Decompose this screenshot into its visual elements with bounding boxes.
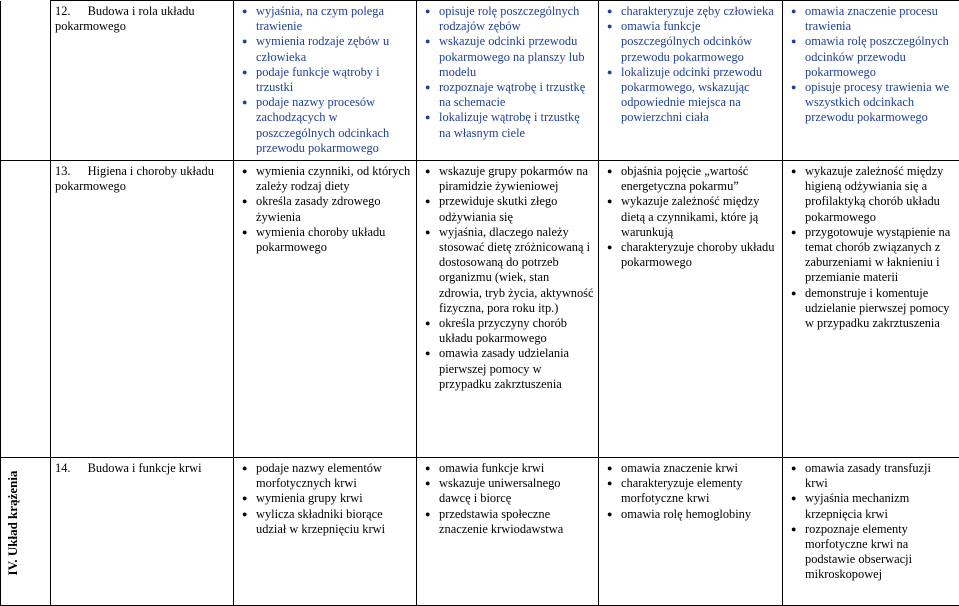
- requirement-item: ● demonstruje i komentuje udzielanie pierwszej pomocy w przypadku zakrztuszenia: [805, 286, 955, 332]
- requirement-item: ● charakteryzuje choroby układu pokarmowego: [621, 240, 778, 270]
- requirements-level-1: [234, 458, 417, 606]
- requirement-item: ● omawia znaczenie krwi: [621, 461, 778, 476]
- requirement-item: ● wykazuje zależność między dietą a czynnikami, które ją warunkują: [621, 194, 778, 240]
- requirement-item: ● charakteryzuje zęby człowieka: [621, 4, 778, 19]
- lesson-number: 12.: [55, 4, 71, 18]
- requirements-level-4: [783, 458, 959, 606]
- requirement-item: ● określa zasady zdrowego żywienia: [256, 194, 412, 224]
- lesson-topic-cell: [51, 1, 234, 161]
- requirement-item: ● podaje funkcje wątroby i trzustki: [256, 65, 412, 95]
- lesson-topic: Higiena i choroby układu pokarmowego: [55, 164, 214, 193]
- requirement-item: ● opisuje procesy trawienia we wszystkich odcinkach przewodu pokarmowego: [805, 80, 955, 126]
- requirement-item: ● wskazuje grupy pokarmów na piramidzie żywieniowej: [439, 164, 594, 194]
- requirement-item: ● wskazuje odcinki przewodu pokarmowego na planszy lub modelu: [439, 34, 594, 80]
- lesson-number: 13.: [55, 164, 71, 178]
- table-row-13: [1, 161, 959, 458]
- requirements-level-2: [417, 161, 599, 458]
- requirement-item: ● rozpoznaje wątrobę i trzustkę na schemacie: [439, 80, 594, 110]
- requirement-item: ● omawia rolę poszczególnych odcinków przewodu pokarmowego: [805, 34, 955, 80]
- requirements-level-3: [599, 161, 783, 458]
- requirements-level-4: [783, 161, 959, 458]
- table-row-12: [1, 1, 959, 161]
- requirement-item: ● omawia funkcje poszczególnych odcinków przewodu pokarmowego: [621, 19, 778, 65]
- lesson-topic-cell: [51, 161, 234, 458]
- requirement-item: ● omawia funkcje krwi: [439, 461, 594, 476]
- requirement-item: ● charakteryzuje elementy morfotyczne krwi: [621, 476, 778, 506]
- requirement-item: ● wymienia grupy krwi: [256, 491, 412, 506]
- requirement-item: ● wymienia czynniki, od których zależy rodzaj diety: [256, 164, 412, 194]
- lesson-number: 14.: [55, 461, 71, 475]
- table-row-14: [1, 458, 959, 606]
- section-cell-empty: [1, 1, 51, 161]
- requirement-item: ● przewiduje skutki złego odżywiania się: [439, 194, 594, 224]
- requirement-item: ● omawia znaczenie procesu trawienia: [805, 4, 955, 34]
- requirement-item: ● omawia rolę hemoglobiny: [621, 507, 778, 522]
- requirement-item: ● podaje nazwy elementów morfotycznych krwi: [256, 461, 412, 491]
- requirement-item: ● opisuje rolę poszczególnych rodzajów zębów: [439, 4, 594, 34]
- requirement-item: ● wyjaśnia mechanizm krzepnięcia krwi: [805, 491, 955, 521]
- requirement-item: ● wylicza składniki biorące udział w krzepnięciu krwi: [256, 507, 412, 537]
- requirement-item: ● objaśnia pojęcie „wartość energetyczna pokarmu”: [621, 164, 778, 194]
- requirement-item: ● wykazuje zależność między higieną odżywiania się a profilaktyką chorób układu pokarmowego: [805, 164, 955, 225]
- section-cell-empty: [1, 161, 51, 458]
- requirement-item: ● przedstawia społeczne znaczenie krwiodawstwa: [439, 507, 594, 537]
- requirement-item: ● rozpoznaje elementy morfotyczne krwi na podstawie obserwacji mikroskopowej: [805, 522, 955, 583]
- requirements-level-3: [599, 1, 783, 161]
- requirements-level-3: [599, 458, 783, 606]
- requirements-level-1: [234, 161, 417, 458]
- requirements-level-1: [234, 1, 417, 161]
- lesson-topic: Budowa i funkcje krwi: [88, 461, 202, 475]
- requirement-item: ● omawia zasady udzielania pierwszej pomocy w przypadku zakrztuszenia: [439, 346, 594, 392]
- section-label: IV. Układ krążenia: [5, 468, 20, 578]
- section-cell: [1, 458, 51, 606]
- requirement-item: ● wyjaśnia, na czym polega trawienie: [256, 4, 412, 34]
- requirement-item: ● wyjaśnia, dlaczego należy stosować dietę zróżnicowaną i dostosowaną do potrzeb organizmu (wiek, stan zdrowia, tryb życia, aktywność fizyczna, pora roku itp.): [439, 225, 594, 316]
- requirements-level-4: [783, 1, 959, 161]
- lesson-topic-cell: [51, 458, 234, 606]
- requirements-level-2: [417, 458, 599, 606]
- requirement-item: ● określa przyczyny chorób układu pokarmowego: [439, 316, 594, 346]
- lesson-topic: Budowa i rola układu pokarmowego: [55, 4, 195, 33]
- requirement-item: ● lokalizuje wątrobę i trzustkę na własnym ciele: [439, 110, 594, 140]
- requirement-item: ● lokalizuje odcinki przewodu pokarmowego, wskazując odpowiednie miejsca na powierzchni ciała: [621, 65, 778, 126]
- requirement-item: ● wymienia choroby układu pokarmowego: [256, 225, 412, 255]
- requirement-item: ● wymienia rodzaje zębów u człowieka: [256, 34, 412, 64]
- requirement-item: ● przygotowuje wystąpienie na temat chorób związanych z zaburzeniami w łaknieniu i przemianie materii: [805, 225, 955, 286]
- requirement-item: ● wskazuje uniwersalnego dawcę i biorcę: [439, 476, 594, 506]
- requirement-item: ● omawia zasady transfuzji krwi: [805, 461, 955, 491]
- requirement-item: ● podaje nazwy procesów zachodzących w poszczególnych odcinkach przewodu pokarmowego: [256, 95, 412, 156]
- requirements-level-2: [417, 1, 599, 161]
